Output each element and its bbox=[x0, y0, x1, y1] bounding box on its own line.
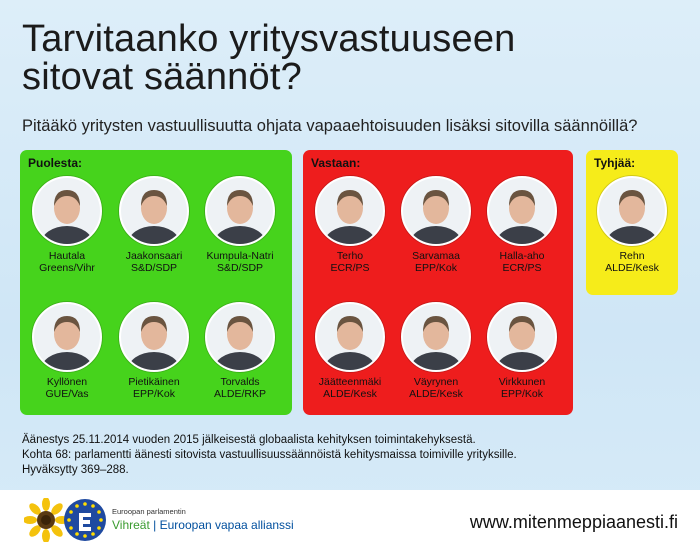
group-abstain bbox=[586, 150, 678, 295]
mep-party: EPP/Kok bbox=[132, 388, 176, 400]
person-silhouette-icon bbox=[599, 178, 665, 244]
mep-portrait bbox=[401, 176, 471, 246]
title-line-1: Tarvitaanko yritysvastuuseen bbox=[22, 18, 516, 60]
mep-name: Pietikäinen bbox=[128, 376, 180, 388]
mep-card bbox=[310, 302, 390, 400]
mep-portrait bbox=[597, 176, 667, 246]
group-against-label: Vastaan: bbox=[311, 156, 361, 170]
person-silhouette-icon bbox=[121, 304, 187, 370]
vote-footnote bbox=[22, 433, 517, 478]
question-text: Pitääkö yritysten vastuullisuutta ohjata vapaaehtoisuuden lisäksi sitovilla säännöillä? bbox=[22, 117, 638, 135]
mep-party: ALDE/Kesk bbox=[323, 388, 377, 400]
website-link[interactable]: www.mitenmeppiaanesti.fi bbox=[469, 512, 678, 532]
mep-portrait bbox=[205, 176, 275, 246]
group-for-label: Puolesta: bbox=[28, 156, 83, 170]
mep-party: ALDE/Kesk bbox=[605, 262, 659, 274]
mep-party: ECR/PS bbox=[330, 262, 370, 274]
group-for bbox=[20, 150, 292, 415]
mep-party: EPP/Kok bbox=[500, 388, 544, 400]
org-group-name bbox=[112, 518, 294, 532]
mep-card bbox=[200, 302, 280, 400]
mep-card bbox=[396, 302, 476, 400]
person-silhouette-icon bbox=[207, 304, 273, 370]
mep-card bbox=[482, 302, 562, 400]
mep-portrait bbox=[205, 302, 275, 372]
person-silhouette-icon bbox=[403, 178, 469, 244]
mep-party: S&D/SDP bbox=[216, 262, 264, 274]
mep-party: Greens/Vihr bbox=[39, 262, 95, 274]
mep-portrait bbox=[487, 176, 557, 246]
mep-card bbox=[310, 176, 390, 274]
footer bbox=[0, 490, 700, 552]
mep-portrait bbox=[32, 176, 102, 246]
mep-portrait bbox=[119, 176, 189, 246]
mep-party: S&D/SDP bbox=[130, 262, 178, 274]
person-silhouette-icon bbox=[207, 178, 273, 244]
mep-portrait bbox=[315, 302, 385, 372]
mep-party: ALDE/Kesk bbox=[409, 388, 463, 400]
person-silhouette-icon bbox=[317, 178, 383, 244]
mep-card bbox=[114, 302, 194, 400]
mep-name: Kumpula-Natri bbox=[206, 250, 274, 262]
mep-name: Väyrynen bbox=[413, 376, 459, 388]
org-greens-label: Vihreät bbox=[112, 518, 150, 532]
person-silhouette-icon bbox=[34, 178, 100, 244]
mep-party: GUE/Vas bbox=[45, 388, 89, 400]
mep-portrait bbox=[401, 302, 471, 372]
person-silhouette-icon bbox=[34, 304, 100, 370]
person-silhouette-icon bbox=[489, 304, 555, 370]
mep-name: Rehn bbox=[619, 250, 645, 262]
mep-name: Terho bbox=[336, 250, 364, 262]
mep-name: Virkkunen bbox=[498, 376, 546, 388]
mep-party: EPP/Kok bbox=[414, 262, 458, 274]
mep-portrait bbox=[315, 176, 385, 246]
page-title bbox=[22, 20, 622, 96]
org-separator: | bbox=[153, 518, 157, 532]
person-silhouette-icon bbox=[121, 178, 187, 244]
mep-portrait bbox=[119, 302, 189, 372]
mep-card bbox=[482, 176, 562, 274]
org-efa-label: Euroopan vapaa allianssi bbox=[159, 518, 294, 532]
mep-card bbox=[396, 176, 476, 274]
mep-portrait bbox=[487, 302, 557, 372]
title-line-2: sitovat säännöt? bbox=[22, 56, 302, 98]
mep-name: Hautala bbox=[48, 250, 86, 262]
group-abstain-label: Tyhjää: bbox=[594, 156, 636, 170]
person-silhouette-icon bbox=[403, 304, 469, 370]
mep-card bbox=[200, 176, 280, 274]
mep-name: Kyllönen bbox=[46, 376, 88, 388]
mep-card bbox=[592, 176, 672, 274]
mep-party: ALDE/RKP bbox=[214, 388, 266, 400]
footnote-line-1: Äänestys 25.11.2014 vuoden 2015 jälkeisestä globaalista kehityksen toimintakehyksestä. bbox=[22, 434, 476, 446]
mep-name: Jaakonsaari bbox=[125, 250, 183, 262]
mep-name: Jäätteenmäki bbox=[318, 376, 382, 388]
sunflower-icon bbox=[24, 498, 68, 542]
org-parliament-label: Euroopan parlamentin bbox=[112, 507, 186, 516]
person-silhouette-icon bbox=[317, 304, 383, 370]
person-silhouette-icon bbox=[489, 178, 555, 244]
mep-portrait bbox=[32, 302, 102, 372]
mep-card bbox=[114, 176, 194, 274]
mep-name: Sarvamaa bbox=[412, 250, 460, 262]
group-against bbox=[303, 150, 573, 415]
footnote-line-2: Kohta 68: parlamentti äänesti sitovista vastuullisuussäännöistä kehitysmaissa toimiville yrityksille. bbox=[22, 449, 517, 461]
mep-name: Torvalds bbox=[220, 376, 260, 388]
mep-party: ECR/PS bbox=[502, 262, 542, 274]
mep-name: Halla-aho bbox=[499, 250, 545, 262]
efa-star-logo-icon bbox=[63, 498, 107, 542]
mep-card bbox=[27, 176, 107, 274]
footnote-line-3: Hyväksytty 369–288. bbox=[22, 464, 129, 476]
mep-card bbox=[27, 302, 107, 400]
